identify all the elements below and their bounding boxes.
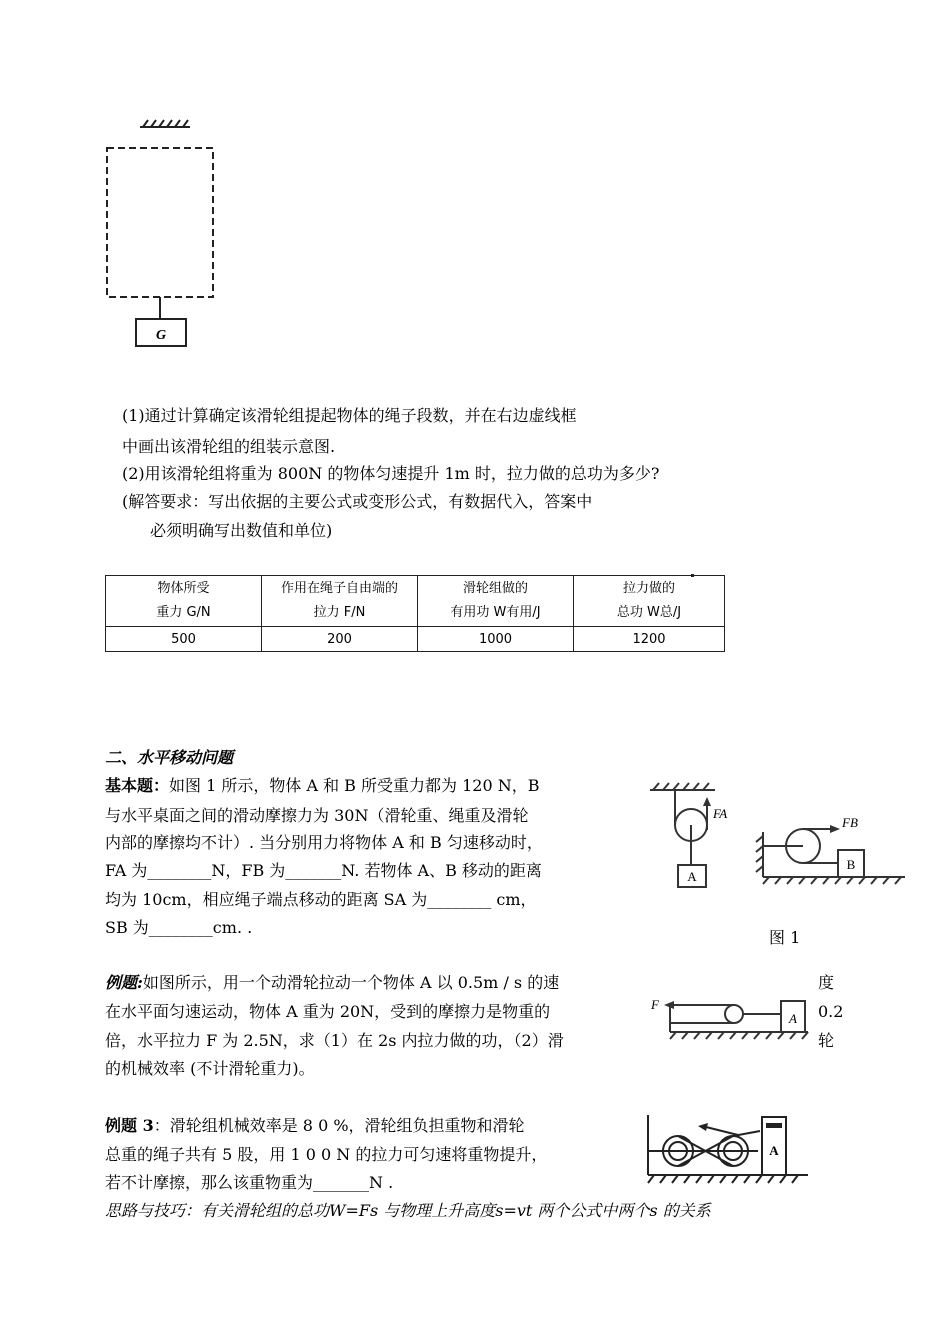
table-cell-pull: 200 [262, 627, 418, 652]
example-3-figure [638, 1113, 813, 1188]
example-1-line-1-text: 如图所示，用一个动滑轮拉动一个物体 A 以 0.5m / s 的速 [142, 973, 560, 992]
table-cell-total-work: 1200 [574, 627, 725, 652]
example-1-line-3-right: 轮 [818, 1031, 835, 1050]
table-header-useful-line-1: 滑轮组做的 [462, 581, 528, 596]
table-header-total-line-2: 总功 W总/J [616, 605, 682, 620]
table-header-gravity [106, 576, 262, 627]
data-table [105, 575, 725, 652]
table-header-pull-line-1: 作用在绳子自由端的 [280, 581, 398, 596]
pulley-frame-figure [100, 112, 225, 352]
example-1-line-2-right: 0.2 [818, 1002, 844, 1021]
example-1-line-2: 在水平面匀速运动，物体 A 重为 20N，受到的摩擦力是物重的 [105, 1002, 551, 1021]
weight-g-label: G [155, 328, 167, 343]
table-header-total-work [574, 576, 725, 627]
fig1-fb-label: FB [842, 815, 858, 830]
table-header-useful-work [418, 576, 574, 627]
basic-line-4: FA 为________N，FB 为_______N. 若物体 A、B 移动的距离 [105, 861, 542, 880]
basic-line-2: 与水平桌面之间的滑动摩擦力为 30N（滑轮重、绳重及滑轮 [105, 806, 529, 825]
basic-line-6: SB 为________cm. . [105, 918, 253, 937]
table-cell-useful-work: 1000 [418, 627, 574, 652]
example-1-line-1 [105, 973, 559, 993]
thinking-tip: 思路与技巧：有关滑轮组的总功W=Fs 与物理上升高度s=vt 两个公式中两个s 的关系 [105, 1201, 711, 1220]
example-1-line-4: 的机械效率 (不计滑轮重力)。 [105, 1059, 315, 1078]
question-1-line-1: (1)通过计算确定该滑轮组提起物体的绳子段数，并在右边虚线框 [122, 406, 577, 425]
example-3-line-1 [105, 1116, 525, 1136]
example-1-line-1-right: 度 [818, 973, 835, 992]
example-1-a-label: A [789, 1011, 797, 1026]
table-cell-gravity: 500 [106, 627, 262, 652]
example-1-label: 例题: [105, 973, 143, 992]
example-1-f-label: F [651, 997, 659, 1012]
example-3-line-2: 总重的绳子共有 5 股，用 1 0 0 N 的拉力可匀速将重物提升， [105, 1145, 548, 1164]
example-3-line-1-text: ：滑轮组机械效率是 8 0 %，滑轮组负担重物和滑轮 [153, 1116, 525, 1135]
requirement-line-1: (解答要求：写出依据的主要公式或变形公式，有数据代入，答案中 [122, 492, 593, 511]
example-3-line-3: 若不计摩擦，那么该重物重为_______N . [105, 1173, 394, 1192]
table-header-useful-line-2: 有用功 W有用/J [450, 605, 541, 620]
figure-1-pulleys [645, 780, 910, 895]
table-header-total-line-1: 拉力做的 [622, 581, 675, 596]
figure-1-caption: 图 1 [769, 928, 801, 947]
basic-line-1-text: 如图 1 所示，物体 A 和 B 所受重力都为 120 N，B [169, 776, 540, 795]
basic-label: 基本题： [105, 776, 170, 795]
question-2: (2)用该滑轮组将重为 800N 的物体匀速提升 1m 时，拉力做的总功为多少? [122, 464, 660, 483]
fig1-b-label: B [846, 857, 856, 872]
table-header-pull-line-2: 拉力 F/N [313, 605, 366, 620]
table-header-gravity-line-1: 物体所受 [157, 581, 210, 596]
section-2-title: 二、水平移动问题 [105, 748, 234, 767]
requirement-line-2: 必须明确写出数值和单位) [150, 521, 333, 540]
table-header-gravity-line-2: 重力 G/N [156, 605, 211, 620]
example-1-figure [648, 992, 813, 1052]
example-3-a-label: A [769, 1143, 779, 1158]
basic-line-1 [105, 776, 540, 796]
basic-line-3: 内部的摩擦均不计）. 当分别用力将物体 A 和 B 匀速移动时， [105, 833, 543, 852]
table-header-pull [262, 576, 418, 627]
fig1-fa-label: FA [713, 806, 728, 821]
fig1-a-label: A [687, 869, 697, 884]
question-1-line-2: 中画出该滑轮组的组装示意图. [122, 437, 336, 456]
example-1-line-3: 倍，水平拉力 F 为 2.5N，求（1）在 2s 内拉力做的功，（2）滑 [105, 1031, 564, 1050]
example-3-label: 例题 3 [105, 1116, 154, 1135]
basic-line-5: 均为 10cm，相应绳子端点移动的距离 SA 为________ cm， [105, 890, 537, 909]
